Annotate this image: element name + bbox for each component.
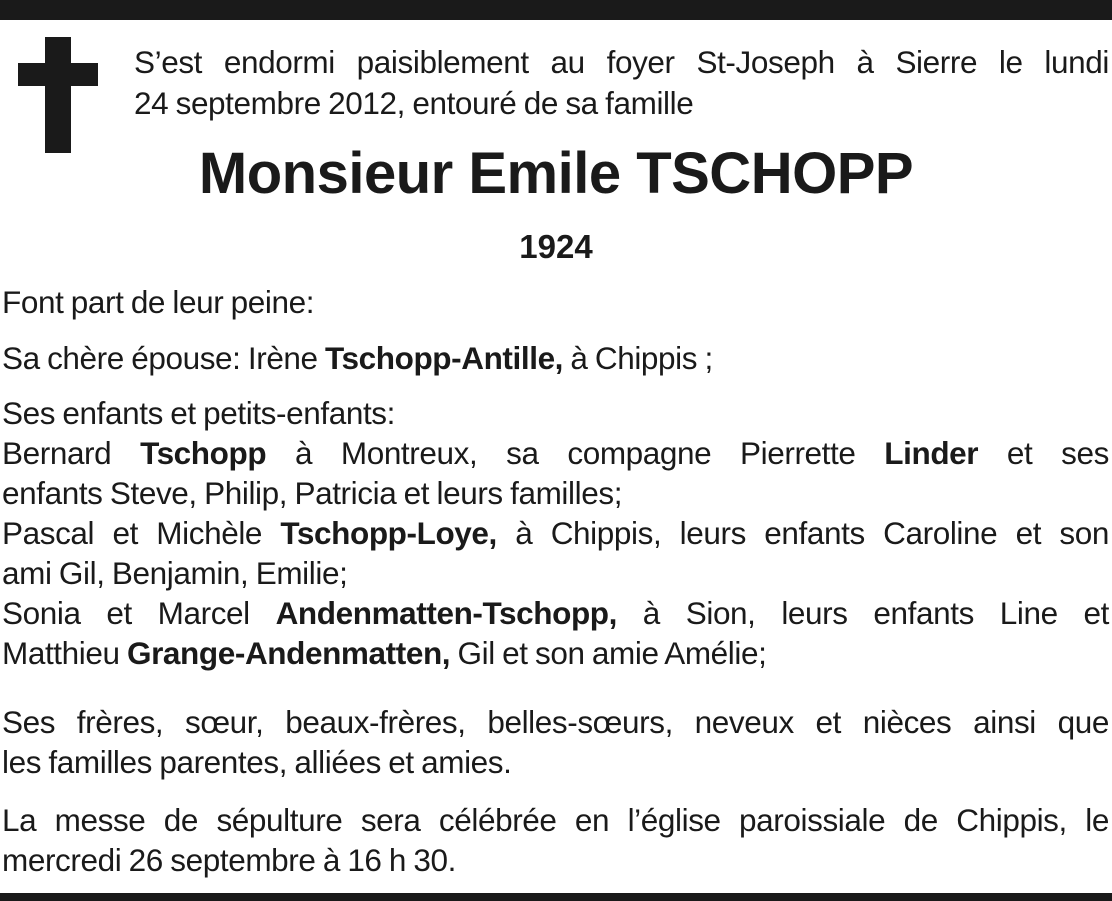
children-heading: Ses enfants et petits-enfants: <box>2 395 395 431</box>
spouse-suffix: à Chippis ; <box>563 340 713 376</box>
birth-year: 1924 <box>519 228 593 265</box>
intro-line-1: S’est endormi paisiblement au foyer St-Joseph à Sierre le lundi <box>134 44 1109 80</box>
mass-line-2: mercredi 26 septembre à 16 h 30. <box>2 842 456 878</box>
relatives-paragraph <box>2 702 1109 782</box>
spouse-line <box>2 338 1109 378</box>
mass-line-1: La messe de sépulture sera célébrée en l’église paroissiale de Chippis, le <box>2 802 1109 838</box>
child-sonia-line-2: Matthieu Grange-Andenmatten, Gil et son amie Amélie; <box>2 635 767 671</box>
intro-line-2: 24 septembre 2012, entouré de sa famille <box>134 85 694 121</box>
deceased-name: Monsieur Emile TSCHOPP <box>198 141 914 206</box>
child-pascal-line-2: ami Gil, Benjamin, Emilie; <box>2 555 348 591</box>
top-border-rule <box>0 0 1112 20</box>
child-bernard-line-1: Bernard Tschopp à Montreux, sa compagne Pierrette Linder et ses <box>2 435 1109 471</box>
child-bernard-line-2: enfants Steve, Philip, Patricia et leurs familles; <box>2 475 623 511</box>
announcement-text: Font part de leur peine: <box>2 284 315 320</box>
bottom-border-rule <box>0 893 1112 901</box>
intro-text <box>134 42 1109 124</box>
mass-paragraph <box>2 800 1109 880</box>
child-pascal-line-1: Pascal et Michèle Tschopp-Loye, à Chippis, leurs enfants Caroline et son <box>2 515 1110 551</box>
relatives-line-2: les familles parentes, alliées et amies. <box>2 744 512 780</box>
relatives-line-1: Ses frères, sœur, beaux-frères, belles-sœurs, neveux et nièces ainsi que <box>2 704 1109 740</box>
latin-cross-icon <box>18 37 98 153</box>
children-section <box>2 393 1109 673</box>
spouse-name: Tschopp-Antille, <box>325 340 564 376</box>
child-sonia-line-1: Sonia et Marcel Andenmatten-Tschopp, à Sion, leurs enfants Line et <box>2 595 1109 631</box>
spouse-prefix: Sa chère épouse: Irène <box>2 340 326 376</box>
